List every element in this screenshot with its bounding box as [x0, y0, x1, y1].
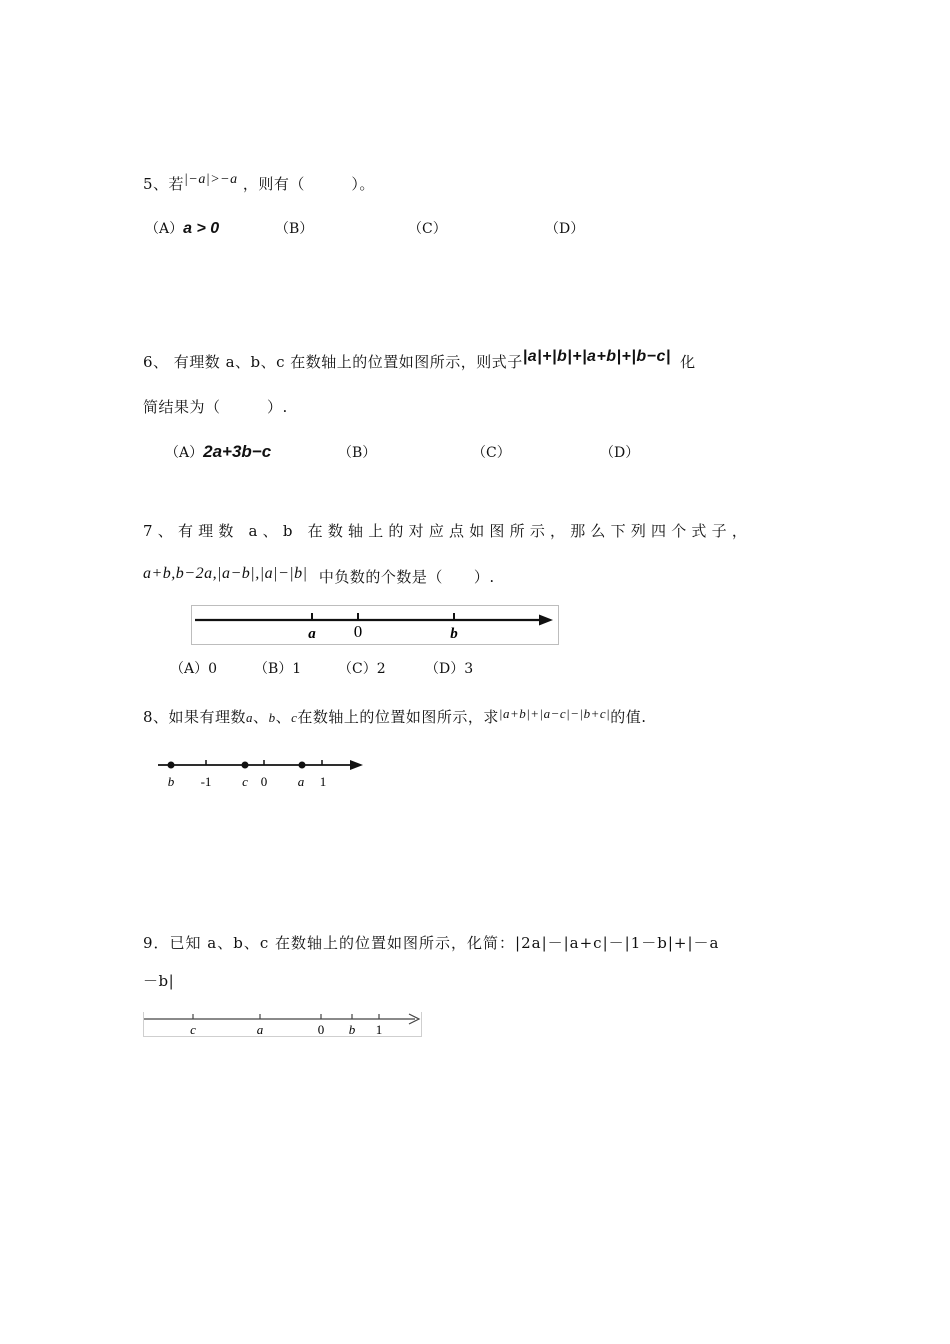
q5-formula: |−a|>−a [184, 172, 238, 187]
q7-axis-label-b: b [450, 626, 458, 642]
q9-axis-label-a: a [256, 1022, 264, 1037]
q7-number-line [191, 605, 559, 645]
q5-option-d: （D） [545, 221, 585, 237]
q8-axis-label-one: 1 [319, 774, 327, 789]
q7-option-d: （D）3 [425, 661, 474, 677]
q5-stem [143, 172, 375, 194]
q7-suffix: 中负数的个数是（ ）. [318, 568, 495, 586]
q8-var-c: c [291, 710, 298, 725]
q8-axis-label-neg1: -1 [200, 774, 212, 789]
q8-sep: 、 [275, 708, 292, 726]
q7-option-c: （C）2 [338, 661, 386, 677]
q6-option-d: （D） [600, 445, 640, 461]
option-a-label: （A） [165, 445, 204, 461]
q6-option-c: （C） [472, 445, 511, 461]
q9-number-line [143, 1006, 425, 1038]
q9-axis-label-one: 1 [375, 1022, 383, 1037]
q9-axis-label-b: b [348, 1022, 356, 1037]
q6-formula: |a|+|b|+|a+b|+|b−c| [522, 348, 671, 365]
q7-axis-label-a: a [308, 626, 316, 642]
q7-option-a: （A）0 [170, 661, 218, 677]
q8-axis-label-c: c [242, 774, 248, 789]
q7-option-b: （B）1 [254, 661, 302, 677]
q8-axis-label-b: b [167, 774, 175, 789]
q6-stem-line2: 简结果为（ ）. [143, 398, 288, 416]
q6-suffix: 化 [680, 353, 696, 371]
q8-formula: |a+b|+|a−c|−|b+c| [498, 706, 611, 721]
option-a-label: （A） [145, 221, 184, 237]
q8-stem [143, 706, 647, 727]
q9-axis-label-c: c [190, 1022, 196, 1037]
q8-var-a: a [246, 710, 254, 725]
q8-prefix: 8、如果有理数 [143, 708, 247, 726]
q9-stem-line2: －b| [143, 972, 175, 990]
q8-sep: 、 [253, 708, 269, 726]
option-a-formula: a > 0 [183, 220, 220, 237]
q9-stem-line1: 9．已知 a、b、c 在数轴上的位置如图所示，化简：|2a|－|a+c|－|1－b|+|－a [143, 934, 720, 952]
q6-prefix: 6、 有理数 a、b、c 在数轴上的位置如图所示，则式子 [143, 353, 523, 371]
q6-stem-line1 [143, 348, 696, 372]
q7-axis-label-zero: 0 [353, 622, 363, 641]
q8-mid: 在数轴上的位置如图所示，求 [297, 708, 499, 726]
q6-option-a [165, 442, 271, 462]
q5-option-c: （C） [408, 221, 447, 237]
q6-option-b: （B） [338, 445, 377, 461]
q7-stem-line1: 7、有理数 a、b 在数轴上的对应点如图所示，那么下列四个式子， [143, 522, 753, 540]
q5-suffix: ，则有（ ）。 [242, 175, 375, 193]
q5-option-a [145, 218, 219, 238]
q7-stem-line2 [143, 565, 495, 587]
option-a-formula: 2a+3b−c [203, 442, 272, 461]
q8-suffix: 的值. [610, 708, 647, 726]
q5-prefix: 5、若 [143, 175, 185, 193]
q9-axis-label-zero: 0 [317, 1022, 325, 1037]
q5-option-b: （B） [275, 221, 314, 237]
q8-axis-label-zero: 0 [260, 774, 268, 789]
q8-number-line [155, 755, 370, 795]
q7-formula: a+b,b−2a,|a−b|,|a|−|b| [143, 565, 308, 582]
q8-var-b: b [268, 710, 276, 725]
q8-axis-label-a: a [297, 774, 305, 789]
